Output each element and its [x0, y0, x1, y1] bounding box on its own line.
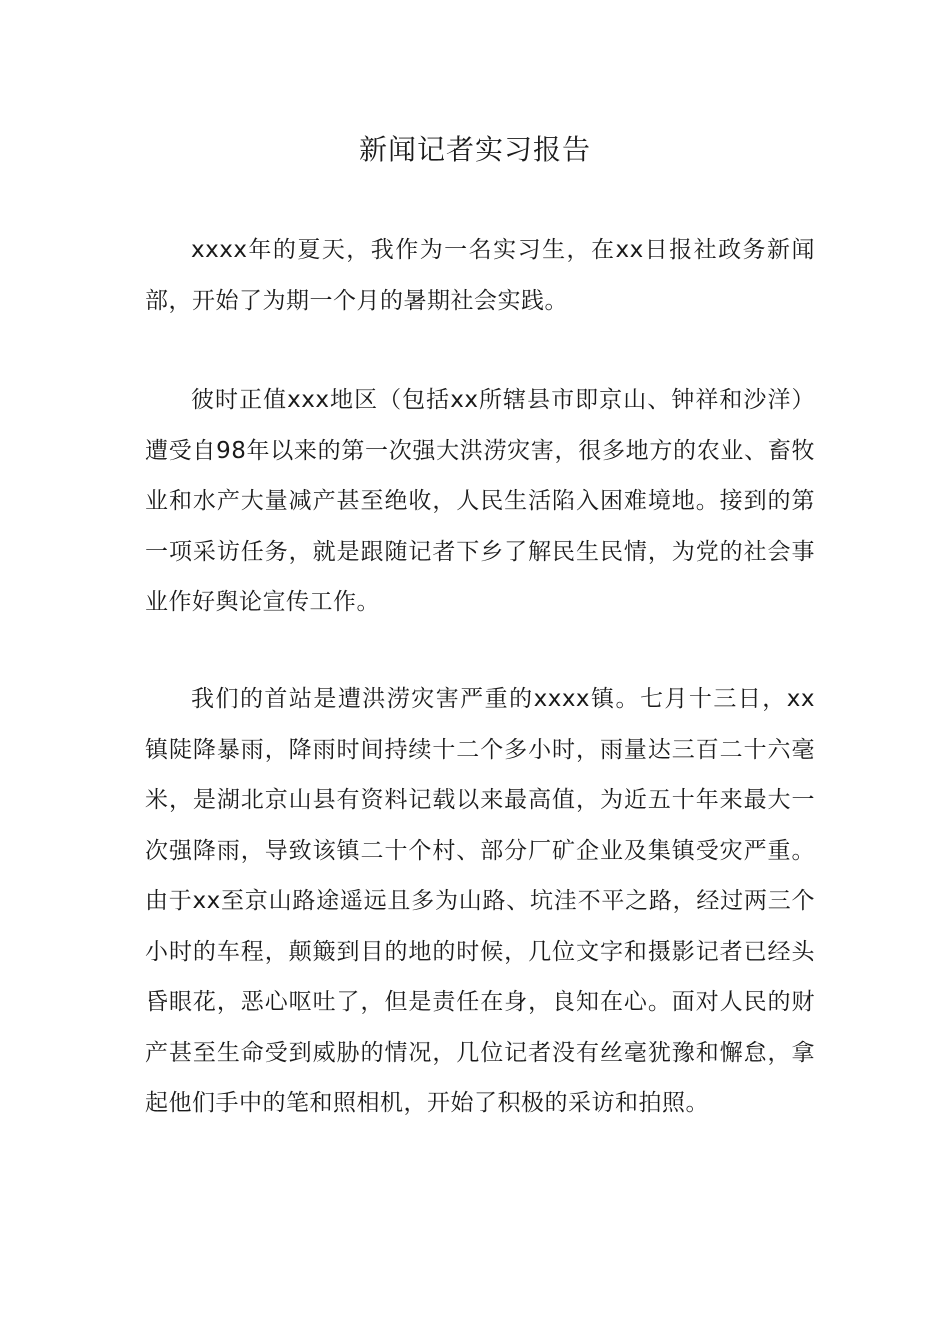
- paragraph-first-stop: 我们的首站是遭洪涝灾害严重的xxxx镇。七月十三日，xx镇陡降暴雨，降雨时间持续十二个多小时，雨量达三百二十六毫米，是湖北京山县有资料记载以来最高值，为近五十年来最大一次强降雨，导致该镇二十个村、部分厂矿企业及集镇受灾严重。由于xx至京山路途遥远且多为山路、坑洼不平之路，经过两三个小时的车程，颠簸到目的地的时候，几位文字和摄影记者已经头昏眼花，恶心呕吐了，但是责任在身，良知在心。面对人民的财产甚至生命受到威胁的情况，几位记者没有丝毫犹豫和懈怠，拿起他们手中的笔和照相机，开始了积极的采访和拍照。: [145, 686, 815, 1116]
- paragraph-intro: xxxx年的夏天，我作为一名实习生，在xx日报社政务新闻部，开始了为期一个月的暑期社会实践。: [145, 237, 815, 314]
- document-title: 新闻记者实习报告: [358, 133, 591, 166]
- paragraph-flood-background: 彼时正值xxx地区（包括xx所辖县市即京山、钟祥和沙洋）遭受自98年以来的第一次强大洪涝灾害，很多地方的农业、畜牧业和水产大量减产甚至绝收，人民生活陷入困难境地。接到的第一项采访任务，就是跟随记者下乡了解民生民情，为党的社会事业作好舆论宣传工作。: [145, 387, 815, 615]
